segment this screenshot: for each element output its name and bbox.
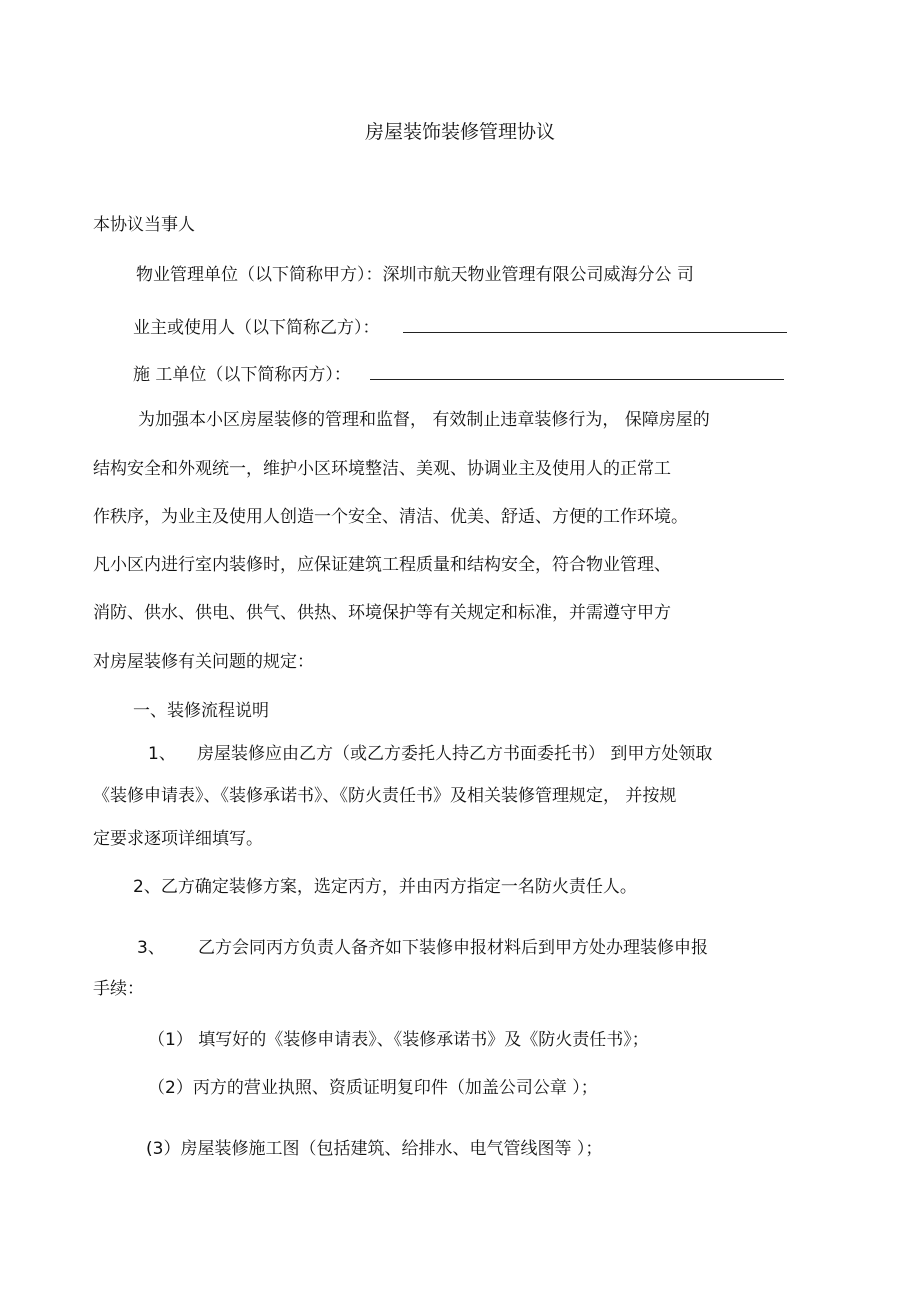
- item-1-line: 定要求逐项详细填写。: [93, 829, 263, 849]
- parties-heading: 本协议当事人: [93, 215, 195, 235]
- party-c-blank: [370, 361, 784, 380]
- item-3-line: 乙方会同丙方负责人备齐如下装修申报材料后到甲方处办理装修申报: [198, 938, 708, 958]
- item-1-line: 《装修申请表》、《装修承诺书》、《防火责任书》及相关装修管理规定， 并按规: [93, 786, 677, 806]
- section1-heading: 一、装修流程说明: [133, 701, 269, 721]
- party-c-line: [133, 361, 784, 386]
- item-3-line: 手续：: [93, 979, 144, 999]
- party-b-label: 业主或使用人（以下简称乙方）：: [133, 318, 380, 338]
- party-b-line: [133, 314, 787, 339]
- party-c-label: 施 工单位（以下简称丙方）：: [133, 365, 351, 385]
- sub-item-1: （1） 填写好的《装修申请表》、《装修承诺书》及《防火责任书》；: [148, 1030, 649, 1050]
- intro-line: 结构安全和外观统一，维护小区环境整洁、美观、协调业主及使用人的正常工: [93, 459, 671, 479]
- item-3-number: 3、: [137, 938, 165, 958]
- sub-item-3: (3）房屋装修施工图（包括建筑、给排水、电气管线图等 ）；: [146, 1139, 603, 1159]
- party-b-blank: [403, 314, 787, 333]
- intro-line: 凡小区内进行室内装修时，应保证建筑工程质量和结构安全，符合物业管理、: [93, 555, 671, 575]
- intro-line: 消防、供水、供电、供气、供热、环境保护等有关规定和标准，并需遵守甲方: [93, 603, 671, 623]
- party-a-line: 物业管理单位（以下简称甲方）：深圳市航天物业管理有限公司威海分公 司: [136, 265, 694, 285]
- item-2: 2、乙方确定装修方案，选定丙方，并由丙方指定一名防火责任人。: [133, 877, 637, 897]
- sub-item-2: （2）丙方的营业执照、资质证明复印件（加盖公司公章 ）；: [148, 1078, 598, 1098]
- intro-line: 对房屋装修有关问题的规定：: [93, 652, 314, 672]
- intro-line: 作秩序，为业主及使用人创造一个安全、清洁、优美、舒适、方便的工作环境。: [93, 507, 688, 527]
- intro-line: 为加强本小区房屋装修的管理和监督， 有效制止违章装修行为， 保障房屋的: [138, 410, 710, 430]
- item-1-number: 1、: [148, 744, 176, 764]
- document-title: 房屋装饰装修管理协议: [364, 121, 555, 143]
- item-1-line: 房屋装修应由乙方（或乙方委托人持乙方书面委托书） 到甲方处领取: [197, 744, 713, 764]
